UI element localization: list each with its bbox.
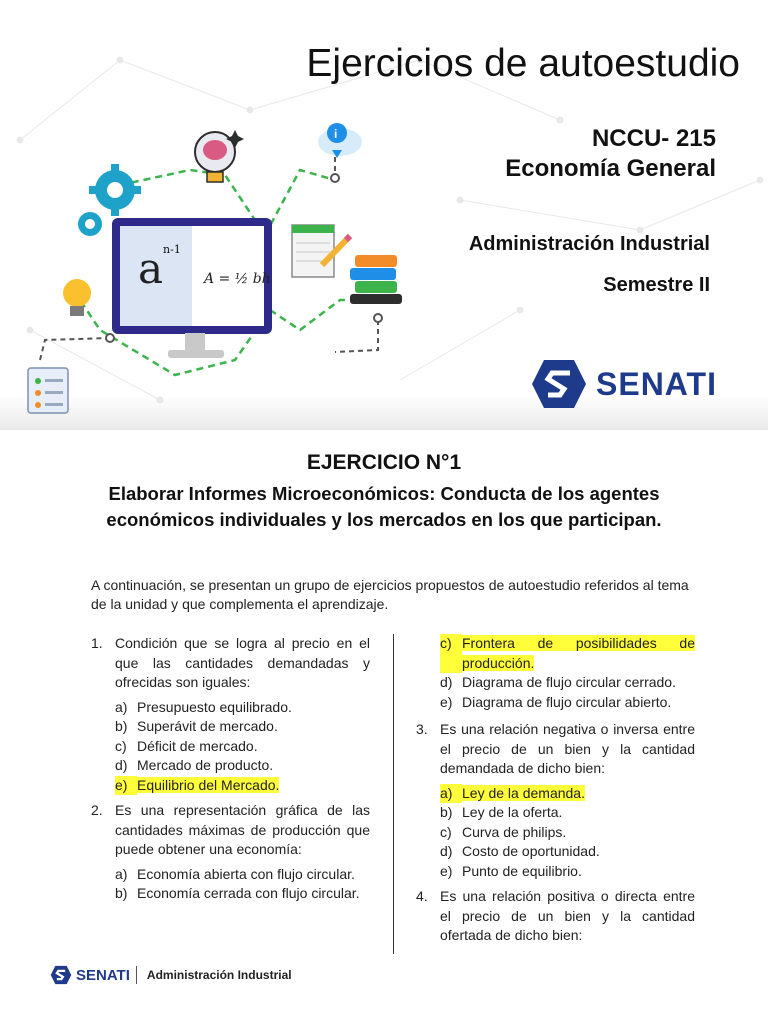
question-2-options [115,865,370,904]
option-text: Presupuesto equilibrado. [137,698,292,715]
option-letter: e) [440,693,453,710]
option-b [440,803,695,823]
option-a-highlighted [440,784,695,804]
senati-logo-text: SENATI [596,365,717,402]
lightbulb-icon [63,279,91,316]
senati-logo-icon [530,358,588,410]
option-letter: b) [440,804,453,820]
notebook-pencil-icon [292,225,350,277]
question-text: Es una relación negativa o inversa entre el precio de un bien y la cantidad demandada de dicho bien: [440,721,695,776]
exercise-title: EJERCICIO N°1 [306,451,462,474]
option-c-highlighted [440,634,695,673]
option-a [115,865,370,885]
option-text: Punto de equilibrio. [462,862,582,879]
course-code: NCCU- 215 [591,125,716,152]
option-text: Mercado de producto. [137,757,274,773]
option-a [115,698,370,718]
board-formula [138,243,271,293]
question-1-options [115,698,370,796]
option-letter: d) [440,674,453,690]
question-2 [91,801,370,860]
page-footer [50,965,292,985]
option-e [440,693,695,713]
course-name: Economía General [505,155,716,182]
exercise-intro: A continuación, se presentan un grupo de ejercicios propuestos de autoestudio referidos al tema de la unidad y que complementa el aprendizaje. [91,577,689,612]
question-4 [416,887,695,946]
option-text: Diagrama de flujo circular cerrado. [462,674,676,690]
option-text: Superávit de mercado. [137,718,278,734]
option-letter: b) [115,718,128,734]
option-text: Curva de philips. [462,823,567,840]
career-name: Administración Industrial [468,233,710,255]
footer-logo-text: SENATI [76,966,130,984]
gear-icon [89,164,141,216]
question-3 [416,720,695,779]
question-number: 2. [91,802,103,818]
option-letter: d) [440,843,453,859]
questions-left-column [91,634,370,910]
board-formula-left: a [138,244,164,293]
option-e [440,862,695,882]
option-text: Ley de la demanda. [462,784,585,801]
header-banner [0,0,768,430]
question-2-options-continued [440,634,695,712]
board-formula-right: A = ½ bh [203,271,271,287]
option-letter: c) [440,634,462,673]
question-text: Condición que se logra al precio en el que las cantidades demandadas y ofrecidas son iguales: [115,635,370,690]
option-b [115,717,370,737]
option-letter: a) [115,698,128,715]
question-number: 1. [91,635,103,651]
option-text: Frontera de posibilidades de producción. [462,635,695,671]
option-c [440,823,695,843]
senati-footer-logo-icon [50,965,72,985]
option-e-highlighted [115,776,370,796]
option-letter: e) [440,862,453,879]
question-text: Es una representación gráfica de las cantidades máximas de producción que puede obtener una economía: [115,802,370,857]
books-icon [350,255,402,304]
option-text: Economía abierta con flujo circular. [137,865,355,882]
option-text: Diagrama de flujo circular abierto. [462,693,672,710]
info-cloud-icon [318,123,362,158]
option-text: Economía cerrada con flujo circular. [137,885,360,901]
question-text: Es una relación positiva o directa entre el precio de un bien y la cantidad ofertada de dicho bien: [440,888,695,943]
option-text: Costo de oportunidad. [462,843,600,859]
senati-logo [530,358,717,410]
option-d [440,842,695,862]
option-letter: d) [115,757,128,773]
board-formula-exp: n-1 [163,243,181,256]
option-d [115,756,370,776]
option-text: Equilibrio del Mercado. [137,776,280,793]
option-c [115,737,370,757]
exercise-subtitle: Elaborar Informes Microeconómicos: Conducta de los agentes económicos individuales y los mercados en los que participan. [106,483,662,530]
option-letter: a) [115,865,128,882]
checklist-icon [28,368,68,413]
semester-label: Semestre II [603,274,710,296]
question-1 [91,634,370,693]
option-text: Ley de la oferta. [462,804,563,820]
option-letter: c) [440,823,452,840]
option-letter: c) [115,737,127,754]
footer-text: Administración Industrial [146,968,292,982]
question-number: 3. [416,721,428,737]
page-title: Ejercicios de autoestudio [306,42,740,85]
question-number: 4. [416,888,428,904]
option-letter: a) [440,784,462,804]
column-divider [393,634,394,954]
question-3-options [440,784,695,882]
option-letter: b) [115,885,128,901]
gear-icon [78,212,102,236]
svg-text:i: i [334,127,338,141]
option-d [440,673,695,693]
questions-right-column [416,634,695,951]
option-letter: e) [115,776,137,796]
option-b [115,884,370,904]
footer-separator [136,966,137,984]
option-text: Déficit de mercado. [137,737,258,754]
lightbulb-brain-icon [195,130,244,182]
